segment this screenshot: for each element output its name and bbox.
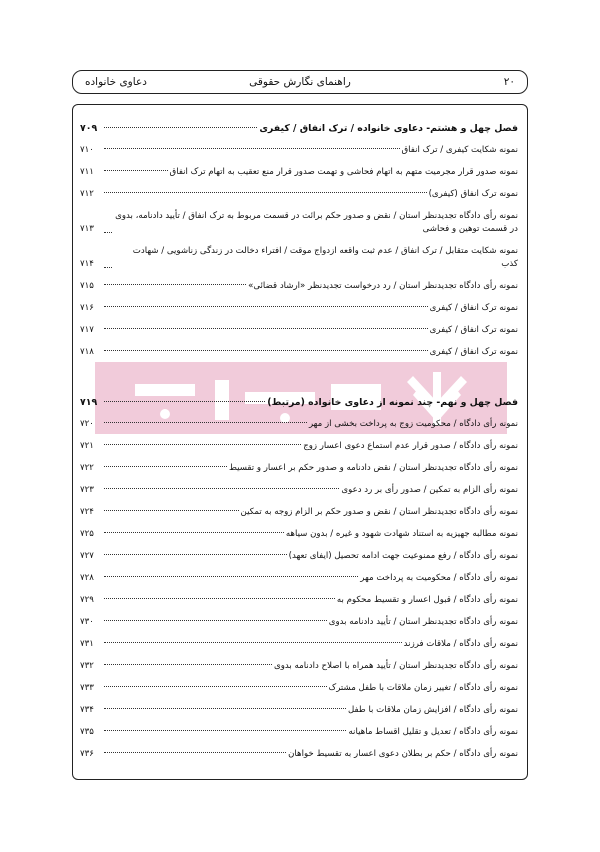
toc-entry-page: ۷۱۲ — [80, 189, 94, 199]
toc-entry-title: نمونه ترک انفاق (کیفری) — [428, 189, 518, 199]
toc-entry-page: ۷۱۸ — [80, 347, 94, 357]
toc-entry-title: نمونه رأی الزام به تمکین / صدور رأی بر رد دعوی — [341, 485, 518, 495]
toc-entry — [80, 726, 518, 739]
toc-entry — [80, 346, 518, 359]
toc-entry-page: ۷۳۱ — [80, 639, 94, 649]
toc-entry-title: نمونه رأی دادگاه تجدیدنظر استان / تأیید همراه با اصلاح دادنامه بدوی — [274, 661, 518, 671]
toc-entry-page: ۷۲۱ — [80, 441, 94, 451]
toc-entry-page: ۷۲۳ — [80, 485, 94, 495]
leader-dots — [104, 284, 246, 285]
toc-entry — [80, 188, 518, 201]
toc-entry — [80, 484, 518, 497]
toc-entry-page: ۷۲۷ — [80, 551, 94, 561]
toc-entry — [80, 440, 518, 453]
toc-entry — [80, 748, 518, 761]
toc-entry-title: نمونه رأی دادگاه / محکومیت زوج به پرداخت بخشی از مهر — [308, 419, 518, 429]
toc-entry-title: نمونه رأی دادگاه / صدور قرار عدم استماع دعوی اعسار زوج — [303, 441, 518, 451]
leader-dots — [104, 350, 428, 351]
leader-dots — [104, 576, 358, 577]
toc-entry — [80, 550, 518, 563]
toc-entry — [80, 302, 518, 315]
toc-entry-title: نمونه رأی دادگاه تجدیدنظر استان / نقض و صدور حکم بر الزام زوجه به تمکین — [240, 507, 518, 517]
toc-entry-page: ۷۱۵ — [80, 281, 94, 291]
toc-entry-title: نمونه ترک انفاق / کیفری — [429, 325, 518, 335]
leader-dots — [104, 620, 327, 621]
toc-entry-title: نمونه رأی دادگاه / افزایش زمان ملاقات با طفل — [348, 705, 518, 715]
toc-chapter-48 — [80, 122, 518, 368]
leader-dots — [104, 752, 286, 753]
toc-entry — [80, 245, 518, 271]
toc-entry — [80, 462, 518, 475]
toc-entry-title: نمونه رأی دادگاه / رفع ممنوعیت جهت ادامه تحصیل (ایفای تعهد) — [288, 551, 518, 561]
toc-entry — [80, 638, 518, 651]
toc-entry-title: نمونه رأی دادگاه / تعدیل و تقلیل اقساط ماهیانه — [348, 727, 518, 737]
leader-dots — [104, 444, 301, 445]
toc-entry-page: ۷۲۵ — [80, 529, 94, 539]
leader-dots — [104, 730, 346, 731]
leader-dots — [104, 267, 112, 268]
toc-entry-title: نمونه شکایت کیفری / ترک انفاق — [401, 145, 518, 155]
toc-entry-page: ۷۱۴ — [80, 259, 94, 269]
leader-dots — [104, 598, 335, 599]
leader-dots — [104, 642, 402, 643]
toc-entry — [80, 682, 518, 695]
toc-entry-title: نمونه ترک انفاق / کیفری — [429, 347, 518, 357]
toc-entry-title: نمونه رأی دادگاه / حکم بر بطلان دعوی اعسار به تقسیط خواهان — [288, 749, 518, 759]
toc-entry-title: نمونه صدور قرار مجرمیت متهم به اتهام فحاشی و تهمت صدور قرار منع تعقیب به اتهام ترک انفاق — [169, 167, 518, 177]
toc-entry-page: ۷۱۱ — [80, 167, 94, 177]
toc-entry-title: نمونه رأی دادگاه / ملاقات فرزند — [403, 639, 518, 649]
section-title: دعاوی خانواده — [85, 76, 147, 88]
leader-dots — [104, 422, 307, 423]
toc-entry-page: ۷۱۶ — [80, 303, 94, 313]
leader-dots — [104, 708, 346, 709]
toc-entry — [80, 144, 518, 157]
toc-entry-page: ۷۲۲ — [80, 463, 94, 473]
toc-entry-page: ۷۱۳ — [80, 224, 94, 234]
toc-entry-title: نمونه رأی دادگاه تجدیدنظر استان / تأیید دادنامه بدوی — [328, 617, 518, 627]
toc-entry — [80, 418, 518, 431]
toc-entry — [80, 506, 518, 519]
toc-entry — [80, 704, 518, 717]
leader-dots — [104, 192, 427, 193]
toc-entry — [80, 528, 518, 541]
toc-entry-title: نمونه شکایت متقابل / ترک انفاق / عدم ثبت واقعه ازدواج موقت / افتراء دخالت در زندگی زناشویی / شهادت کذب — [132, 246, 518, 269]
leader-dots — [104, 328, 428, 329]
leader-dots — [104, 232, 112, 233]
toc-entry-page: ۷۳۶ — [80, 749, 94, 759]
toc-chapter-49 — [80, 396, 518, 770]
toc-entry-title: نمونه ترک انفاق / کیفری — [429, 303, 518, 313]
toc-entry — [80, 616, 518, 629]
toc-entry-title: نمونه رأی دادگاه / قبول اعسار و تقسیط محکوم به — [336, 595, 518, 605]
chapter-heading: فصل چهل و نهم- چند نمونه از دعاوی خانواده (مرتبط) ۷۱۹ — [80, 397, 518, 408]
leader-dots — [104, 306, 428, 307]
toc-entry-page: ۷۳۰ — [80, 617, 94, 627]
toc-entry-page: ۷۳۴ — [80, 705, 94, 715]
chapter-heading: فصل چهل و هشتم- دعاوی خانواده / ترک انفاق / کیفری ۷۰۹ — [80, 123, 518, 134]
leader-dots — [104, 532, 284, 533]
toc-entry-page: ۷۲۹ — [80, 595, 94, 605]
toc-entry-page: ۷۲۰ — [80, 419, 94, 429]
toc-entry — [80, 572, 518, 585]
leader-dots — [104, 554, 287, 555]
toc-entry-title: نمونه رأی دادگاه / محکومیت به پرداخت مهر — [360, 573, 518, 583]
book-title: راهنمای نگارش حقوقی — [249, 76, 351, 88]
toc-entry — [80, 660, 518, 673]
running-header — [72, 70, 528, 94]
leader-dots — [104, 510, 239, 511]
leader-dots — [104, 170, 168, 171]
toc-entry-page: ۷۲۸ — [80, 573, 94, 583]
toc-entry-title: نمونه مطالبه جهیزیه به استناد شهادت شهود و غیره / بدون سیاهه — [285, 529, 518, 539]
toc-entry-title: نمونه رأی دادگاه تجدیدنظر استان / نقض دادنامه و صدور حکم بر اعسار و تقسیط — [228, 463, 518, 473]
leader-dots — [104, 401, 265, 402]
toc-entry-page: ۷۲۴ — [80, 507, 94, 517]
toc-entry — [80, 594, 518, 607]
toc-entry-page: ۷۱۷ — [80, 325, 94, 335]
toc-entry-title: نمونه رأی دادگاه / تغییر زمان ملاقات با طفل مشترک — [328, 683, 518, 693]
leader-dots — [104, 664, 272, 665]
toc-entry — [80, 166, 518, 179]
toc-entry-page: ۷۳۵ — [80, 727, 94, 737]
toc-entry-page: ۷۳۲ — [80, 661, 94, 671]
toc-entry-title: نمونه رأی دادگاه تجدیدنظر استان / نقض و صدور حکم برائت در قسمت مربوط به ترک انفاق / تأیید دادنامه، بدوی در قسمت توهین و فحاشی — [115, 211, 518, 234]
leader-dots — [104, 466, 227, 467]
toc-entry-title: نمونه رأی دادگاه تجدیدنظر استان / رد درخواست تجدیدنظر «ارشاد قضائی» — [248, 281, 518, 291]
leader-dots — [104, 148, 400, 149]
leader-dots — [104, 127, 257, 128]
leader-dots — [104, 488, 339, 489]
toc-entry — [80, 324, 518, 337]
page-number: ۲۰ — [503, 76, 515, 88]
toc-entry-page: ۷۱۰ — [80, 145, 94, 155]
toc-entry — [80, 210, 518, 236]
leader-dots — [104, 686, 327, 687]
toc-entry-page: ۷۳۳ — [80, 683, 94, 693]
toc-entry — [80, 280, 518, 293]
